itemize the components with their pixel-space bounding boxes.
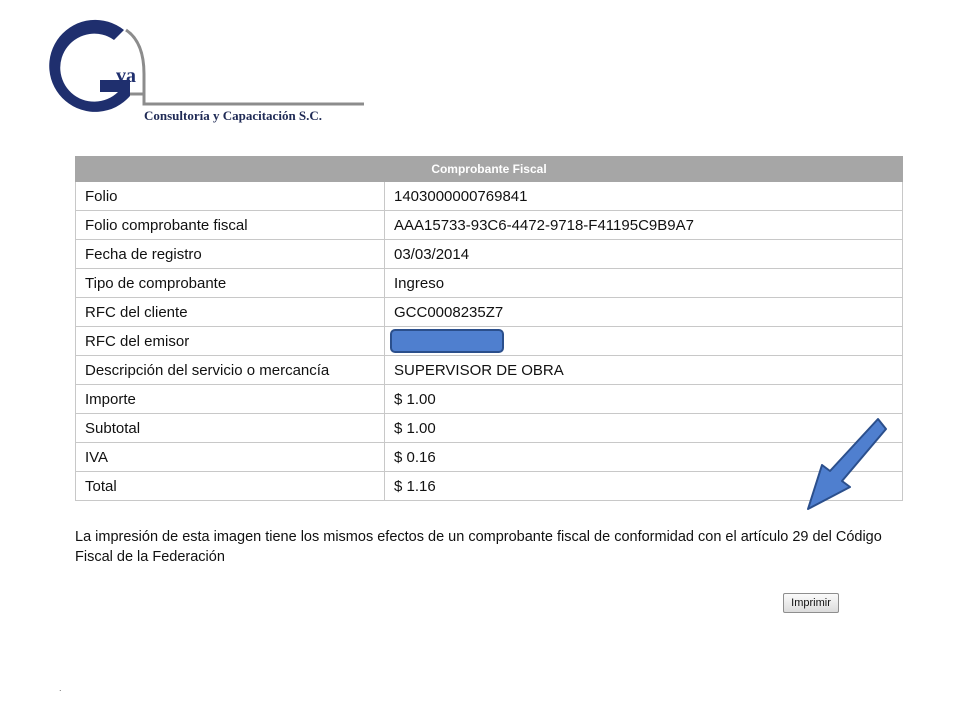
table-row [76,414,903,443]
row-value: $ 1.00 [385,414,903,443]
table-row [76,298,903,327]
row-label: Descripción del servicio o mercancía [76,356,385,385]
row-value: $ 0.16 [385,443,903,472]
pointer-arrow-icon [800,415,890,515]
table-row [76,211,903,240]
invoice-table [75,156,903,501]
row-label: Fecha de registro [76,240,385,269]
table-row [76,240,903,269]
table-row [76,182,903,211]
row-label: RFC del cliente [76,298,385,327]
row-value: 1403000000769841 [385,182,903,211]
table-row [76,356,903,385]
footer-mark: . [59,683,62,693]
row-value: $ 1.16 [385,472,903,501]
table-row [76,327,903,356]
row-value: SUPERVISOR DE OBRA [385,356,903,385]
table-title: Comprobante Fiscal [76,157,903,182]
row-value: GCC0008235Z7 [385,298,903,327]
row-label: Importe [76,385,385,414]
table-row [76,443,903,472]
row-value-redacted [385,327,903,356]
row-label: Tipo de comprobante [76,269,385,298]
table-row [76,269,903,298]
logo-initials: va [116,65,136,87]
row-label: Subtotal [76,414,385,443]
row-label: Folio [76,182,385,211]
table-row [76,385,903,414]
row-value: AAA15733-93C6-4472-9718-F41195C9B9A7 [385,211,903,240]
row-value: 03/03/2014 [385,240,903,269]
print-button[interactable]: Imprimir [783,593,839,613]
redaction-box [390,329,504,353]
row-label: Total [76,472,385,501]
table-row [76,472,903,501]
company-logo [26,18,366,130]
legal-note: La impresión de esta imagen tiene los mismos efectos de un comprobante fiscal de conformidad con el artículo 29 del Código Fiscal de la Federación [75,529,882,565]
row-label: IVA [76,443,385,472]
row-label: Folio comprobante fiscal [76,211,385,240]
row-value: $ 1.00 [385,385,903,414]
table-header-row [76,157,903,182]
row-label: RFC del emisor [76,327,385,356]
logo-company-name: Consultoría y Capacitación S.C. [144,108,323,123]
row-value: Ingreso [385,269,903,298]
